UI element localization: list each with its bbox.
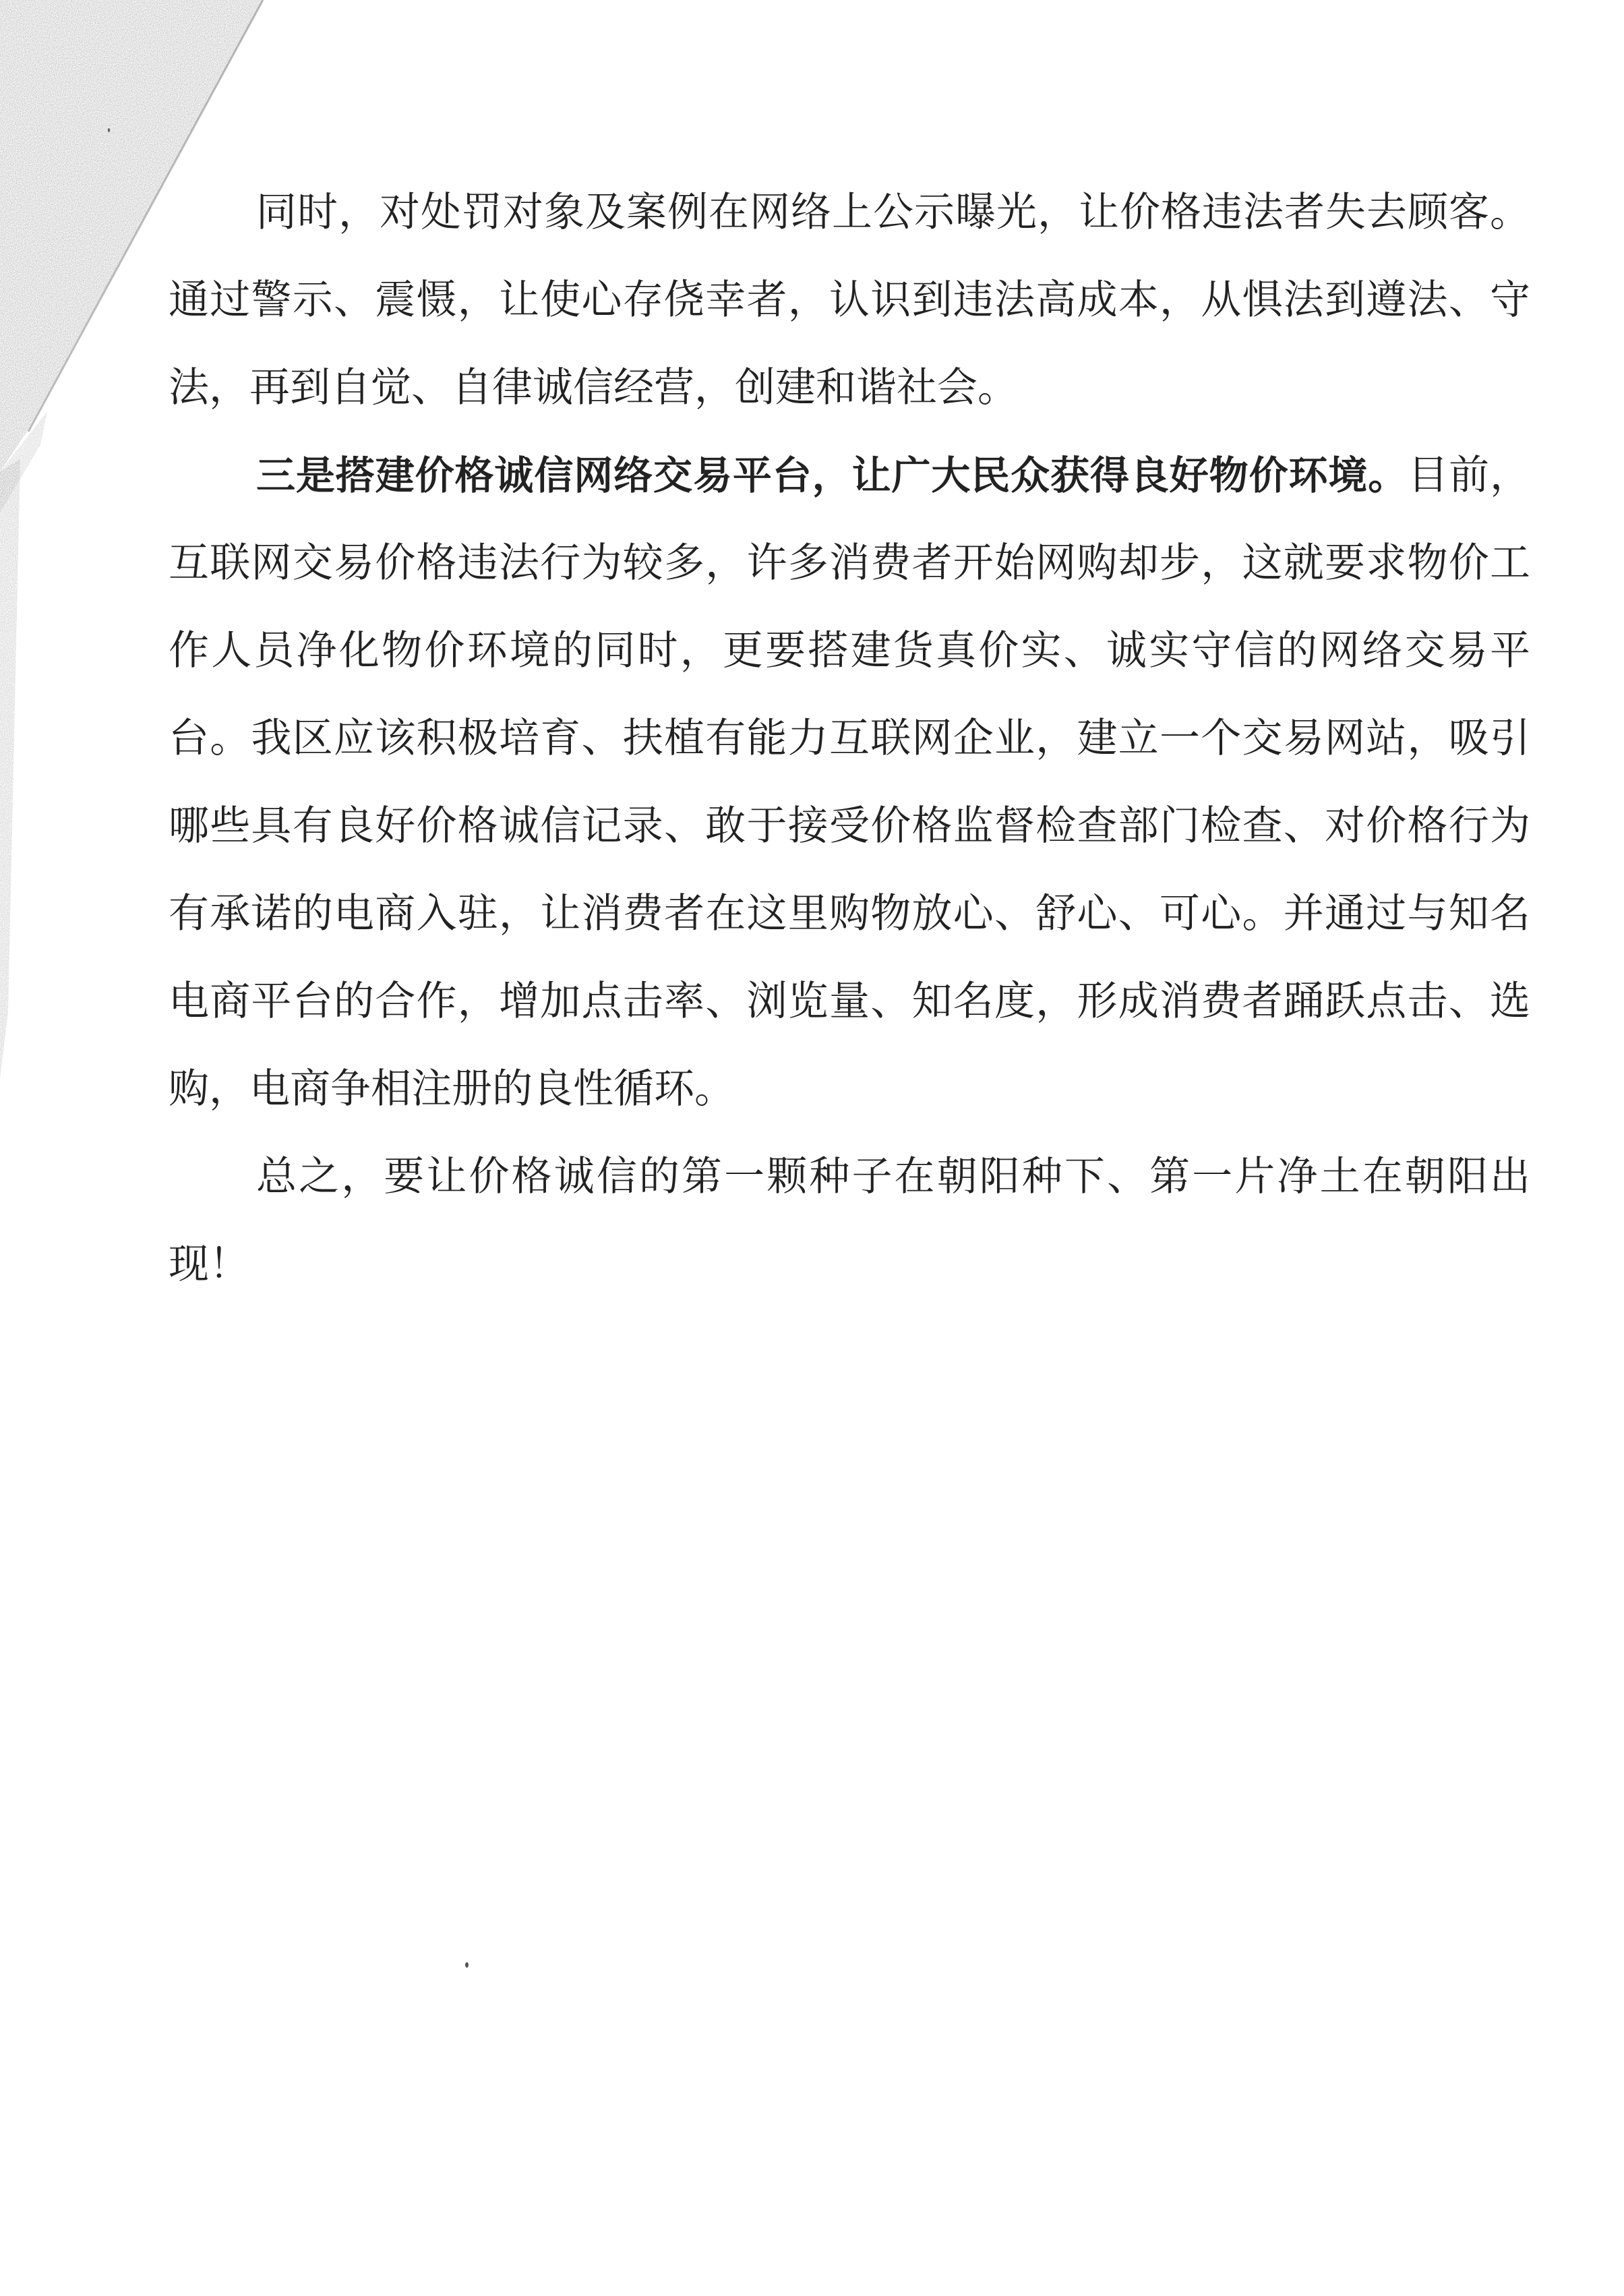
paragraph-2-text: 目前，互联网交易价格违法行为较多，许多消费者开始网购却步，这就要求物价工作人员净化物价环境的同时，更要搭建货真价实、诚实守信的网络交易平台。我区应该积极培育、扶植有能力互联网企业，建立一个交易网站，吸引哪些具有良好价格诚信记录、敢于接受价格监督检查部门检查、对价格行为有承诺的电商入驻，让消费者在这里购物放心、舒心、可心。并通过与知名电商平台的合作，增加点击率、浏览量、知名度，形成消费者踊跃点击、选购，电商争相注册的良性循环。 (169, 452, 1530, 1113)
paragraph-3 (169, 1133, 1530, 1308)
paragraph-1 (169, 169, 1530, 432)
paragraph-2-lead: 三是搭建价格诚信网络交易平台，让广大民众获得良好物价环境。 (256, 452, 1408, 498)
document-body (169, 169, 1530, 1308)
scan-speck (465, 1962, 469, 1968)
paragraph-3-text: 总之，要让价格诚信的第一颗种子在朝阳种下、第一片净土在朝阳出现！ (169, 1153, 1530, 1288)
scan-speck (108, 128, 110, 132)
paragraph-1-text: 同时，对处罚对象及案例在网络上公示曝光，让价格违法者失去顾客。通过警示、震慑，让使心存侥幸者，认识到违法高成本，从惧法到遵法、守法，再到自觉、自律诚信经营，创建和谐社会。 (169, 189, 1530, 411)
paragraph-2 (169, 432, 1530, 1133)
